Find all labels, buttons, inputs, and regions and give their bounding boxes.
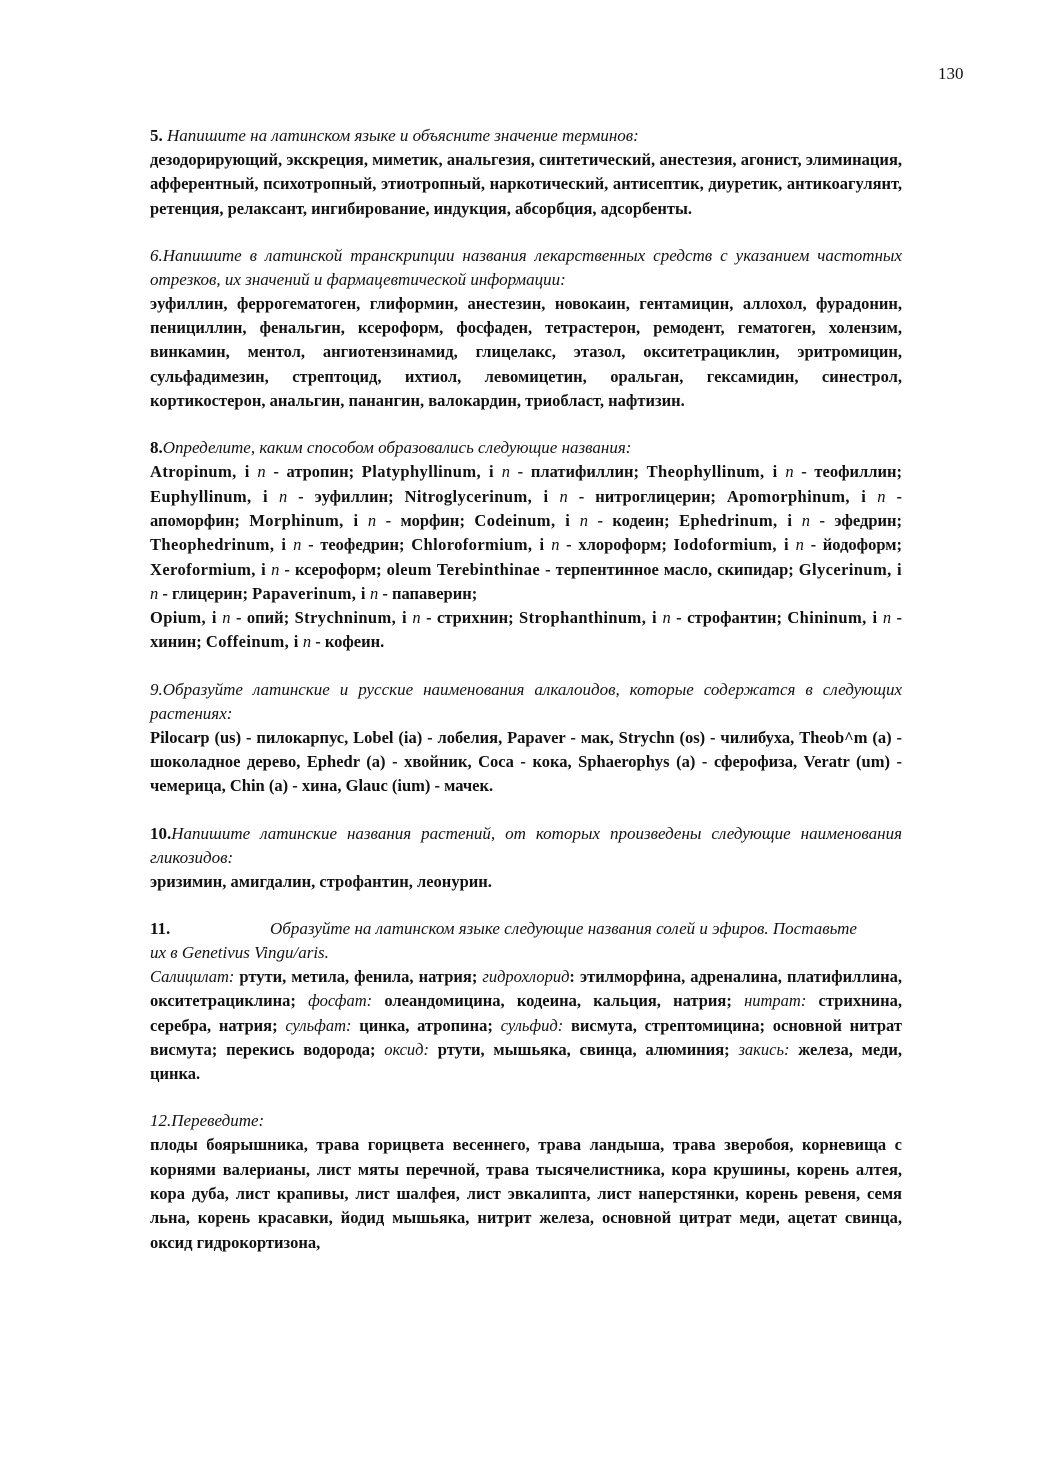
drug-term: Theophyllinum, i n - теофиллин; bbox=[646, 462, 903, 482]
salt-list: олеандомицина, кодеина, кальция, натрия; bbox=[372, 991, 745, 1011]
exercise-5 bbox=[150, 124, 902, 221]
gender-mark: n bbox=[877, 486, 886, 506]
drug-term: Codeinum, i n - кодеин; bbox=[474, 510, 680, 530]
exercise-9-instruction: 9.Образуйте латинские и русские наименования алкалоидов, которые содержатся в следующих растениях: bbox=[150, 679, 902, 723]
drug-term: Papaverinum, i n - папаверин; bbox=[252, 583, 478, 603]
salt-type-label: закись: bbox=[738, 1039, 790, 1059]
exercise-12-instruction: 12.Переведите: bbox=[150, 1111, 265, 1131]
russian-name: опий bbox=[246, 608, 284, 628]
exercise-11-number: 11. bbox=[150, 918, 171, 938]
salt-list: железа, меди, цинка. bbox=[150, 1039, 903, 1084]
drug-term: Nitroglycerinum, i n - нитроглицерин; bbox=[404, 486, 727, 506]
russian-name: кофеин bbox=[324, 632, 381, 652]
exercise-5-task bbox=[150, 124, 902, 148]
latin-name: oleum Terebinthinae bbox=[386, 559, 541, 579]
salt-type-label: сульфид: bbox=[500, 1015, 564, 1035]
salt-list: стрихнина, серебра, натрия; bbox=[150, 991, 902, 1035]
russian-name: нитроглицерин bbox=[595, 486, 711, 506]
exercise-11-instruction-line2: их в Genetivus Vingu/aris. bbox=[150, 942, 329, 962]
russian-name: ксероформ bbox=[294, 559, 377, 579]
exercise-10-instruction: Напишите латинские названия растений, от которых произведены следующие наименования гликозидов: bbox=[150, 823, 902, 867]
gender-mark: n bbox=[501, 462, 510, 482]
gender-mark: n bbox=[579, 510, 588, 530]
drug-term: Atropinum, i n - атропин; bbox=[150, 462, 362, 482]
gender-mark: n bbox=[302, 632, 312, 652]
gender-mark: n bbox=[662, 608, 671, 628]
russian-name: папаверин bbox=[391, 583, 472, 603]
russian-name: глицерин bbox=[172, 583, 243, 603]
exercise-page bbox=[150, 124, 902, 1278]
russian-name: строфантин bbox=[687, 608, 777, 628]
drug-term: Chininum, i n - хинин; bbox=[150, 608, 903, 652]
exercise-12-terms: плоды боярышника, трава горицвета весеннего, трава ландыша, трава зверобоя, корневища с корнями валерианы, лист мяты перечной, трава тысячелистника, кора крушины, корень алтея, кора дуба, лист крапивы, лист шалфея, лист эвкалипта, лист наперстянки, корень ревеня, семя льна, корень красавки, йодид мышьяка, нитрит железа, основной цитрат меди, ацетат свинца, оксид гидрокортизона, bbox=[150, 1135, 902, 1252]
latin-name: Coffeinum, i bbox=[205, 632, 299, 652]
russian-name: атропин bbox=[286, 462, 349, 482]
drug-term: Theophedrinum, i n - теофедрин; bbox=[150, 535, 412, 555]
latin-name: Xeroformium, i bbox=[150, 559, 267, 579]
latin-name: Ephedrinum, i bbox=[679, 510, 793, 530]
russian-name: эфедрин bbox=[834, 510, 897, 530]
russian-name: эуфиллин bbox=[314, 486, 389, 506]
salt-type-label: сульфат: bbox=[285, 1015, 352, 1035]
latin-name: Glycerinum, i bbox=[798, 559, 902, 579]
russian-name: морфин bbox=[400, 510, 460, 530]
exercise-5-instruction: Напишите на латинском языке и объясните значение терминов: bbox=[162, 126, 639, 145]
exercise-10-number: 10. bbox=[150, 823, 172, 843]
salt-list: : этилморфина, адреналина, платифиллина, окситетрациклина; bbox=[150, 966, 902, 1011]
exercise-11 bbox=[150, 917, 902, 1086]
gender-mark: n bbox=[559, 486, 568, 506]
russian-name: кодеин bbox=[612, 510, 665, 530]
gender-mark: n bbox=[257, 462, 266, 482]
exercise-10-task bbox=[150, 822, 902, 870]
gender-mark: n bbox=[551, 535, 560, 555]
salt-list: ртути, метила, фенила, натрия; bbox=[234, 966, 483, 986]
exercise-10-terms: эризимин, амигдалин, строфантин, леонурин. bbox=[150, 871, 492, 891]
exercise-9 bbox=[150, 678, 902, 799]
russian-name: теофедрин bbox=[320, 535, 399, 555]
drug-term: Coffeinum, i n - кофеин. bbox=[205, 632, 385, 652]
latin-name: Papaverinum, i bbox=[252, 583, 366, 603]
gender-mark: n bbox=[801, 510, 811, 530]
drug-term: Apomorphinum, i n - апоморфин; bbox=[150, 486, 903, 530]
drug-term: oleum Terebinthinae - терпентинное масло, скипидар; bbox=[386, 559, 799, 579]
drug-term: Euphyllinum, i n - эуфиллин; bbox=[150, 486, 405, 506]
gender-mark: n bbox=[222, 608, 231, 628]
latin-name: Morphinum, i bbox=[249, 510, 359, 530]
salt-type-label: нитрат: bbox=[744, 991, 807, 1011]
gender-mark: n bbox=[412, 608, 421, 628]
latin-name: Theophyllinum, i bbox=[646, 462, 778, 482]
exercise-5-terms: дезодорирующий, экскреция, миметик, анальгезия, синтетический, анестезия, агонист, элиминация, афферентный, психотропный, этиотропный, наркотический, антисептик, диуретик, антикоагулянт, ретенция, релаксант, ингибирование, индукция, абсорбция, адсорбенты. bbox=[150, 150, 902, 218]
gender-mark: n bbox=[293, 535, 302, 555]
exercise-11-terms bbox=[150, 965, 902, 1086]
gender-mark: n bbox=[150, 583, 159, 603]
russian-name: терпентинное масло, скипидар bbox=[555, 559, 789, 579]
gender-mark: n bbox=[882, 608, 892, 628]
salt-type-label: Салицилат: bbox=[150, 966, 235, 986]
drug-term: Opium, i n - опий; bbox=[150, 608, 295, 628]
exercise-11-instruction-line1: Образуйте на латинском языке следующие названия солей и эфиров. Поставьте bbox=[270, 918, 857, 938]
drug-term: Ephedrinum, i n - эфедрин; bbox=[679, 510, 903, 530]
russian-name: хлороформ bbox=[578, 535, 662, 555]
salt-type-label: гидрохлорид bbox=[482, 966, 570, 986]
latin-name: Nitroglycerinum, i bbox=[404, 486, 549, 506]
latin-name: Iodoformium, i bbox=[673, 535, 789, 555]
gender-mark: n bbox=[278, 486, 288, 506]
latin-name: Apomorphinum, i bbox=[726, 486, 867, 506]
latin-name: Platyphyllinum, i bbox=[361, 462, 495, 482]
latin-name: Chloroformium, i bbox=[411, 535, 545, 555]
exercise-10 bbox=[150, 822, 902, 894]
salt-type-label: фосфат: bbox=[308, 991, 373, 1011]
latin-name: Euphyllinum, i bbox=[150, 486, 268, 506]
exercise-8-task bbox=[150, 436, 902, 460]
exercise-9-terms: Pilocarp (us) - пилокарпус, Lobel (ia) - лобелия, Papaver - мак, Strychn (os) - чилибуха, Theob^m (a) - шоколадное дерево, Ephedr (a) - хвойник, Coca - кока, Sphaerophys (a) - сферофиза, Veratr (um) - чемерица, Chin (a) - хина, Glauc (ium) - мачек. bbox=[150, 727, 902, 796]
exercise-6 bbox=[150, 244, 902, 413]
salt-list: висмута, стрептомицина; основной нитрат висмута; перекись водорода; bbox=[150, 1015, 902, 1059]
latin-name: Strophanthinum, i bbox=[519, 608, 658, 628]
salt-type-label: оксид: bbox=[384, 1039, 430, 1059]
russian-name: хинин bbox=[150, 632, 197, 652]
drug-term: Glycerinum, i n - глицерин; bbox=[150, 559, 902, 603]
salt-list: ртути, мышьяка, свинца, алюминия; bbox=[429, 1039, 739, 1059]
latin-name: Opium, i bbox=[150, 608, 217, 628]
russian-name: апоморфин bbox=[150, 510, 235, 530]
latin-name: Strychninum, i bbox=[294, 608, 407, 628]
latin-name: Theophedrinum, i bbox=[150, 535, 287, 555]
gender-mark: n bbox=[369, 583, 379, 603]
russian-name: платифиллин bbox=[530, 462, 634, 482]
exercise-8-instruction: Определите, каким способом образовались следующие названия: bbox=[162, 438, 632, 458]
drug-term: Xeroformium, i n - ксероформ; bbox=[150, 559, 387, 579]
gender-mark: n bbox=[367, 510, 377, 530]
gender-mark: n bbox=[271, 559, 280, 579]
russian-name: стрихнин bbox=[437, 608, 509, 628]
drug-term: Chloroformium, i n - хлороформ; bbox=[411, 535, 674, 555]
exercise-8-terms bbox=[150, 460, 902, 654]
drug-term: Iodoformium, i n - йодоформ; bbox=[673, 535, 903, 555]
page-number: 130 bbox=[938, 64, 964, 83]
gender-mark: n bbox=[785, 462, 794, 482]
drug-term: Morphinum, i n - морфин; bbox=[249, 510, 475, 530]
russian-name: йодоформ bbox=[822, 535, 897, 555]
exercise-8 bbox=[150, 436, 902, 654]
latin-name: Codeinum, i bbox=[474, 510, 571, 530]
latin-name: Chininum, i bbox=[787, 608, 878, 628]
salt-list: цинка, атропина; bbox=[351, 1015, 501, 1035]
latin-name: Atropinum, i bbox=[150, 462, 250, 482]
exercise-8-number: 8. bbox=[150, 438, 163, 458]
drug-term: Strychninum, i n - стрихнин; bbox=[294, 608, 520, 628]
exercise-11-task bbox=[150, 917, 902, 941]
exercise-6-instruction: 6.Напишите в латинской транскрипции названия лекарственных средств с указанием частотных отрезков, их значений и фармацевтической информации: bbox=[150, 245, 902, 289]
russian-name: теофиллин bbox=[814, 462, 897, 482]
gender-mark: n bbox=[795, 535, 804, 555]
exercise-12 bbox=[150, 1109, 902, 1254]
exercise-6-terms: эуфиллин, феррогематоген, глиформин, анестезин, новокаин, гентамицин, аллохол, фурадонин, пенициллин, фенальгин, ксероформ, фосфаден, тетрастерон, ремодент, гематоген, холензим, винкамин, ментол, ангиотензинамид, глицелакс, этазол, окситетрациклин, эритромицин, сульфадимезин, стрептоцид, ихтиол, левомицетин, оральган, гексамидин, синестрол, кортикостерон, анальгин, панангин, валокардин, триобласт, нафтизин. bbox=[150, 293, 902, 411]
drug-term: Platyphyllinum, i n - платифиллин; bbox=[361, 462, 647, 482]
drug-term: Strophanthinum, i n - строфантин; bbox=[519, 608, 788, 628]
exercise-5-number: 5. bbox=[150, 126, 163, 145]
